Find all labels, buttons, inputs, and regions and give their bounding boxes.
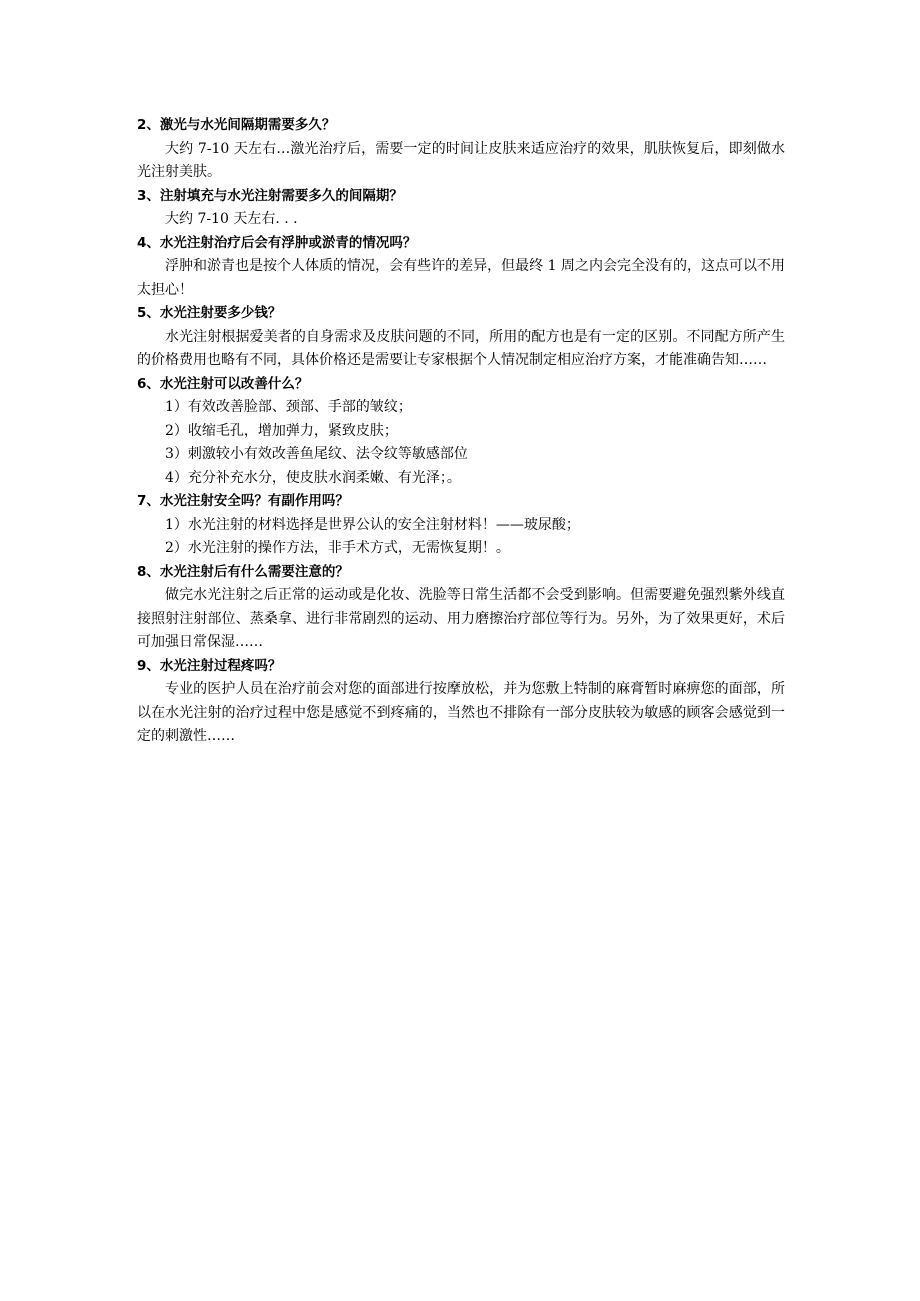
question-heading: 4、水光注射治疗后会有浮肿或淤青的情况吗？ [137,234,417,251]
qa-item-4 [137,232,785,303]
qa-item-3 [137,185,785,232]
qa-item-5 [137,302,785,373]
qa-item-9 [137,655,785,749]
list-item: 2）水光注射的操作方法，非手术方式，无需恢复期！。 [165,540,510,556]
question-heading: 8、水光注射后有什么需要注意的？ [137,563,349,580]
list-item: 2）收缩毛孔，增加弹力，紧致皮肤； [165,422,398,439]
list-item: 1）有效改善脸部、颈部、手部的皱纹； [165,399,412,415]
qa-item-8 [137,561,785,655]
question-heading: 6、水光注射可以改善什么？ [137,375,309,392]
answer-paragraph: 做完水光注射之后正常的运动或是化妆、洗脸等日常生活都不会受到影响。但需要避免强烈紫外线直接照射注射部位、蒸桑拿、进行非常剧烈的运动、用力磨擦治疗部位等行为。另外，为了效果更好，术后可加强日常保湿…… [137,587,785,650]
list-item: 1）水光注射的材料选择是世界公认的安全注射材料！——玻尿酸； [165,516,580,533]
answer-paragraph: 专业的医护人员在治疗前会对您的面部进行按摩放松，并为您敷上特制的麻膏暂时麻痹您的面部，所以在水光注射的治疗过程中您是感觉不到疼痛的，当然也不排除有一部分皮肤较为敏感的顾客会感觉到一定的刺激性…… [137,681,785,744]
question-heading: 2、激光与水光间隔期需要多久？ [137,117,336,133]
question-heading: 3、注射填充与水光注射需要多久的间隔期？ [137,187,403,204]
qa-item-7 [137,490,785,561]
question-heading: 9、水光注射过程疼吗？ [137,657,282,674]
answer-paragraph: 水光注射根据爱美者的自身需求及皮肤问题的不同，所用的配方也是有一定的区别。不同配方所产生的价格费用也略有不同，具体价格还是需要让专家根据个人情况制定相应治疗方案，才能准确告知…… [137,328,785,368]
answer-paragraph: 大约 7-10 天左右. . . [165,211,298,227]
answer-paragraph: 浮肿和淤青也是按个人体质的情况，会有些许的差异，但最终 1 周之内会完全没有的，这点可以不用太担心！ [137,258,785,298]
answer-paragraph: 大约 7-10 天左右…激光治疗后，需要一定的时间让皮肤来适应治疗的效果，肌肤恢复后，即刻做水光注射美肤。 [137,140,785,180]
qa-item-6 [137,373,785,491]
document-page [137,114,785,749]
list-item: 4）充分补充水分，使皮肤水润柔嫩、有光泽；。 [165,469,461,486]
question-heading: 5、水光注射要多少钱？ [137,305,282,321]
question-heading: 7、水光注射安全吗？有副作用吗？ [137,493,349,509]
qa-item-2 [137,114,785,185]
list-item: 3）刺激较小有效改善鱼尾纹、法令纹等敏感部位 [165,446,468,462]
